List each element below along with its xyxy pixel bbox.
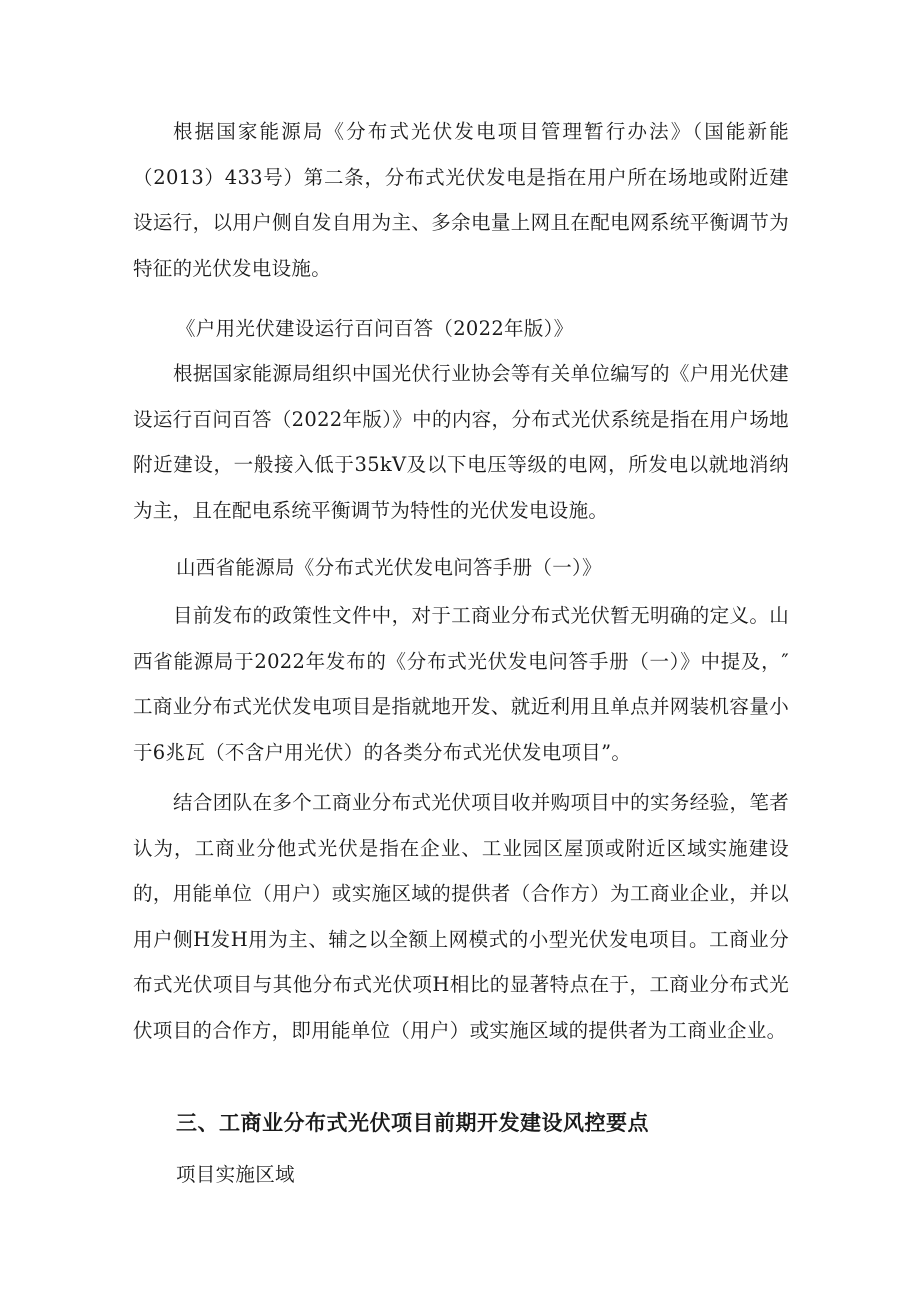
paragraph-household-pv-definition: 根据国家能源局组织中国光伏行业协会等有关单位编写的《户用光伏建设运行百问百答（2022年版）》中的内容，分布式光伏系统是指在用户场地附近建设，一般接入低于35kV及以下电压等级的电网，所发电以就地消纳为主，且在配电系统平衡调节为特性的光伏发电设施。 bbox=[133, 362, 789, 522]
paragraph-commercial-pv-policy: 目前发布的政策性文件中，对于工商业分布式光伏暂无明确的定义。山西省能源局于2022年发布的《分布式光伏发电问答手册（一）》中提及，″工商业分布式光伏发电项目是指就地开发、就近利用且单点并网装机容量小于6兆瓦（不含户用光伏）的各类分布式光伏发电项目”。 bbox=[133, 604, 789, 764]
citation-shanxi-qa-manual: 山西省能源局《分布式光伏发电问答手册（一）》 bbox=[176, 556, 602, 579]
subheading-project-area: 项目实施区域 bbox=[176, 1163, 295, 1186]
section-heading: 三、工商业分布式光伏项目前期开发建设风控要点 bbox=[176, 1111, 649, 1135]
paragraph-author-opinion: 结合团队在多个工商业分布式光伏项目收并购项目中的实务经验，笔者认为，工商业分他式光伏是指在企业、工业园区屋顶或附近区域实施建设的，用能单位（用户）或实施区域的提供者（合作方）为工商业企业，并以用户侧H发H用为主、辅之以全额上网模式的小型光伏发电项目。工商业分布式光伏项目与其他分布式光伏项H相比的显著特点在于，工商业分布式光伏项目的合作方，即用能单位（用户）或实施区域的提供者为工商业企业。 bbox=[133, 791, 789, 1042]
paragraph-distributed-pv-definition: 根据国家能源局《分布式光伏发电项目管理暂行办法》（国能新能（2013）433号）第二条，分布式光伏发电是指在用户所在场地或附近建设运行，以用户侧自发自用为主、多余电量上网且在配电网系统平衡调节为特征的光伏发电设施。 bbox=[133, 120, 789, 280]
citation-household-pv-qa: 《户用光伏建设运行百问百答（2022年版）》 bbox=[176, 317, 574, 340]
